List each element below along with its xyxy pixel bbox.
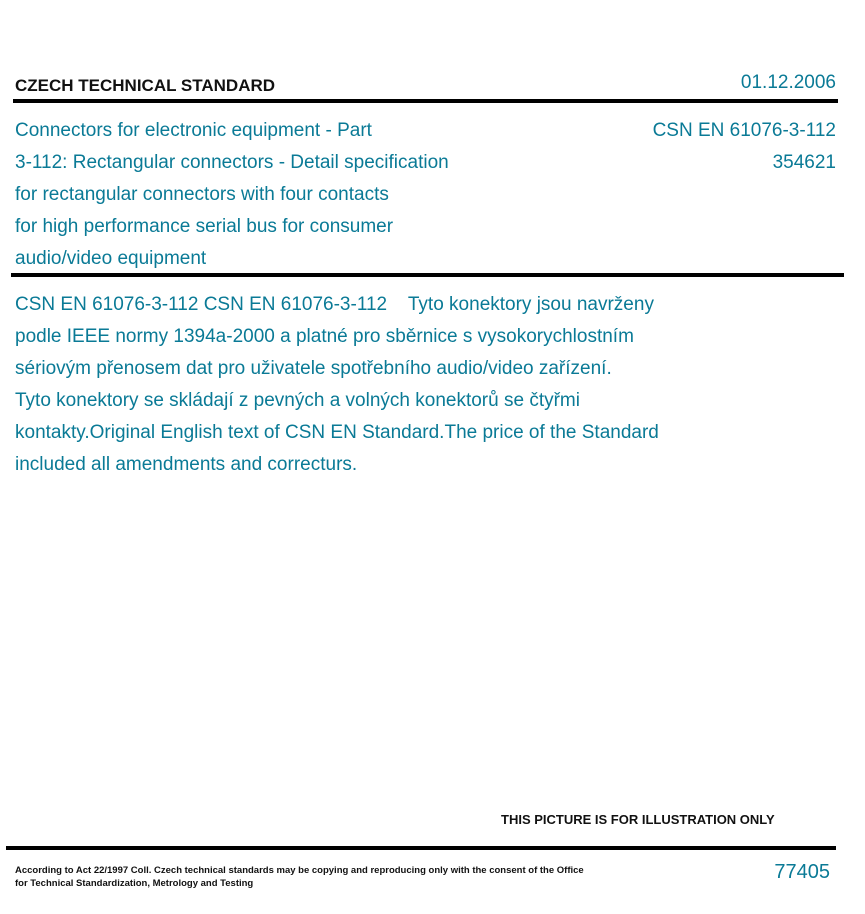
- title-line: Connectors for electronic equipment - Part: [15, 120, 372, 141]
- legal-line: According to Act 22/1997 Coll. Czech technical standards may be copying and reproducing only with the consent of the Office: [15, 865, 584, 876]
- standard-codes: [653, 115, 836, 179]
- description-line: included all amendments and correcturs.: [15, 454, 358, 475]
- standard-description: [15, 289, 755, 481]
- publication-date: 01.12.2006: [740, 72, 836, 93]
- description-line: Tyto konektory se skládají z pevných a volných konektorů se čtyřmi: [15, 390, 580, 411]
- standard-code: CSN EN 61076-3-112: [652, 120, 836, 141]
- standard-title: [15, 115, 535, 275]
- title-line: audio/video equipment: [15, 248, 207, 269]
- footer-divider: [6, 846, 836, 850]
- class-code: 354621: [772, 152, 836, 173]
- title-line: for high performance serial bus for consumer: [15, 216, 394, 237]
- description-line: CSN EN 61076-3-112 CSN EN 61076-3-112 Tyto konektory jsou navrženy: [15, 294, 654, 315]
- legal-notice: [15, 864, 595, 890]
- illustration-note: THIS PICTURE IS FOR ILLUSTRATION ONLY: [501, 812, 775, 827]
- legal-line: for Technical Standardization, Metrology and Testing: [15, 878, 254, 889]
- catalog-number: 77405: [774, 861, 830, 883]
- title-line: for rectangular connectors with four contacts: [15, 184, 389, 205]
- description-line: sériovým přenosem dat pro uživatele spotřebního audio/video zařízení.: [15, 358, 612, 379]
- description-line: podle IEEE normy 1394a-2000 a platné pro sběrnice s vysokorychlostním: [15, 326, 634, 347]
- title-line: 3-112: Rectangular connectors - Detail specification: [15, 152, 449, 173]
- title-divider: [11, 273, 844, 277]
- description-line: kontakty.Original English text of CSN EN Standard.The price of the Standard: [15, 422, 659, 443]
- header-divider: [13, 99, 838, 103]
- standard-type-label: CZECH TECHNICAL STANDARD: [15, 76, 276, 95]
